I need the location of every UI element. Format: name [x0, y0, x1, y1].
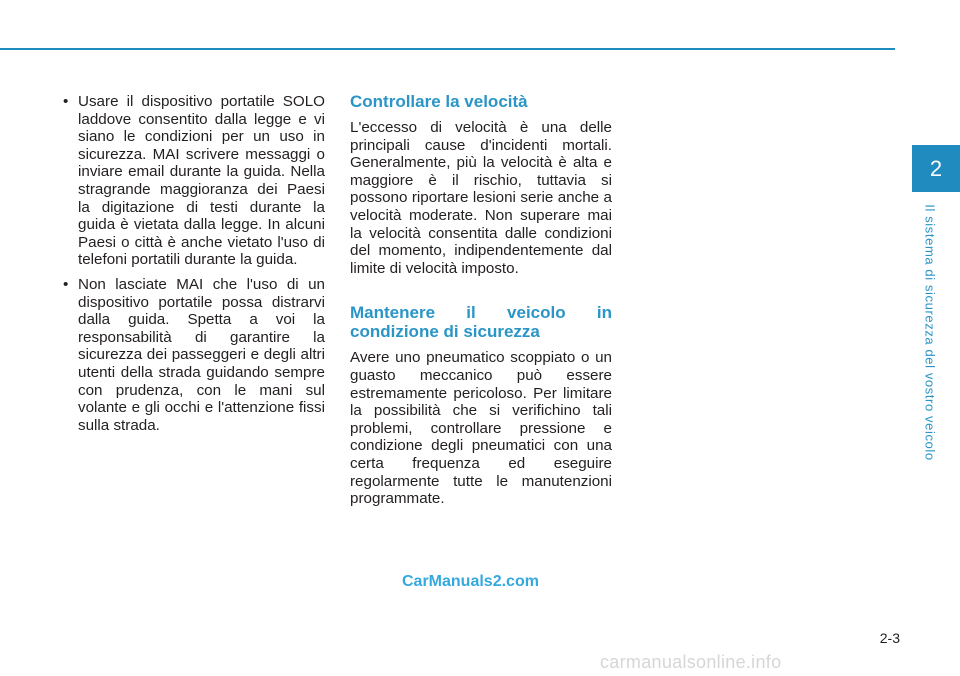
- bullet-text: Usare il dispositivo portatile SOLO laddove consentito dalla legge e vi siano le condizioni per un uso in sicurezza. MAI scrivere messaggi o inviare email durante la guida. Nella stragrande maggioranza dei Paesi la digitazione di testi durante la guida è vietata dalla legge. In alcuni Paesi o città è anche vietato l'uso di telefoni portatili durante la guida.: [78, 93, 325, 269]
- left-column: [62, 93, 325, 441]
- section-body-maintenance: Avere uno pneumatico scoppiato o un guasto meccanico può essere estremamente pericoloso. Per limitare la possibilità che si verifichino tali problemi, controllare pressione e condizione degli pneumatici con una certa frequenza ed eseguire regolarmente tutte le manutenzioni programmate.: [350, 349, 612, 508]
- bullet-item: [62, 276, 325, 434]
- section-heading-speed: Controllare la velocità: [350, 92, 528, 111]
- watermark-carmanuals[interactable]: CarManuals2.com: [402, 573, 539, 590]
- section-heading-maintenance: Mantenere il veicolo in condizione di sicurezza: [350, 303, 612, 342]
- chapter-title-vertical: [919, 198, 941, 466]
- chapter-title: Il sistema di sicurezza del vostro veicolo: [922, 203, 938, 461]
- chapter-tab: [912, 145, 960, 192]
- bullet-icon: •: [63, 93, 69, 110]
- bullet-item: [62, 93, 325, 269]
- bullet-icon: •: [63, 275, 69, 293]
- bullet-list: [62, 93, 325, 434]
- header-rule: [0, 48, 895, 50]
- section-body-speed: L'eccesso di velocità è una delle principali cause d'incidenti mortali. Generalmente, più la velocità è alta e maggiore è il rischio, tuttavia si possono riportare lesioni serie anche a velocità moderate. Non superare mai la velocità consentita dalle condizioni del momento, indipendentemente dal limite di velocità imposto.: [350, 119, 612, 277]
- page-number: 2-3: [879, 630, 900, 646]
- bullet-text: Non lasciate MAI che l'uso di un dispositivo portatile possa distrarvi dalla guida. Spetta a voi la responsabilità di garantire la sicurezza dei passeggeri e degli altri utenti della strada guidando sempre con prudenza, con le mani sul volante e gli occhi e l'attenzione fissi sulla strada.: [78, 275, 325, 434]
- chapter-number: 2: [929, 155, 943, 181]
- watermark-footer[interactable]: carmanualsonline.info: [600, 652, 782, 672]
- middle-column: [350, 92, 612, 508]
